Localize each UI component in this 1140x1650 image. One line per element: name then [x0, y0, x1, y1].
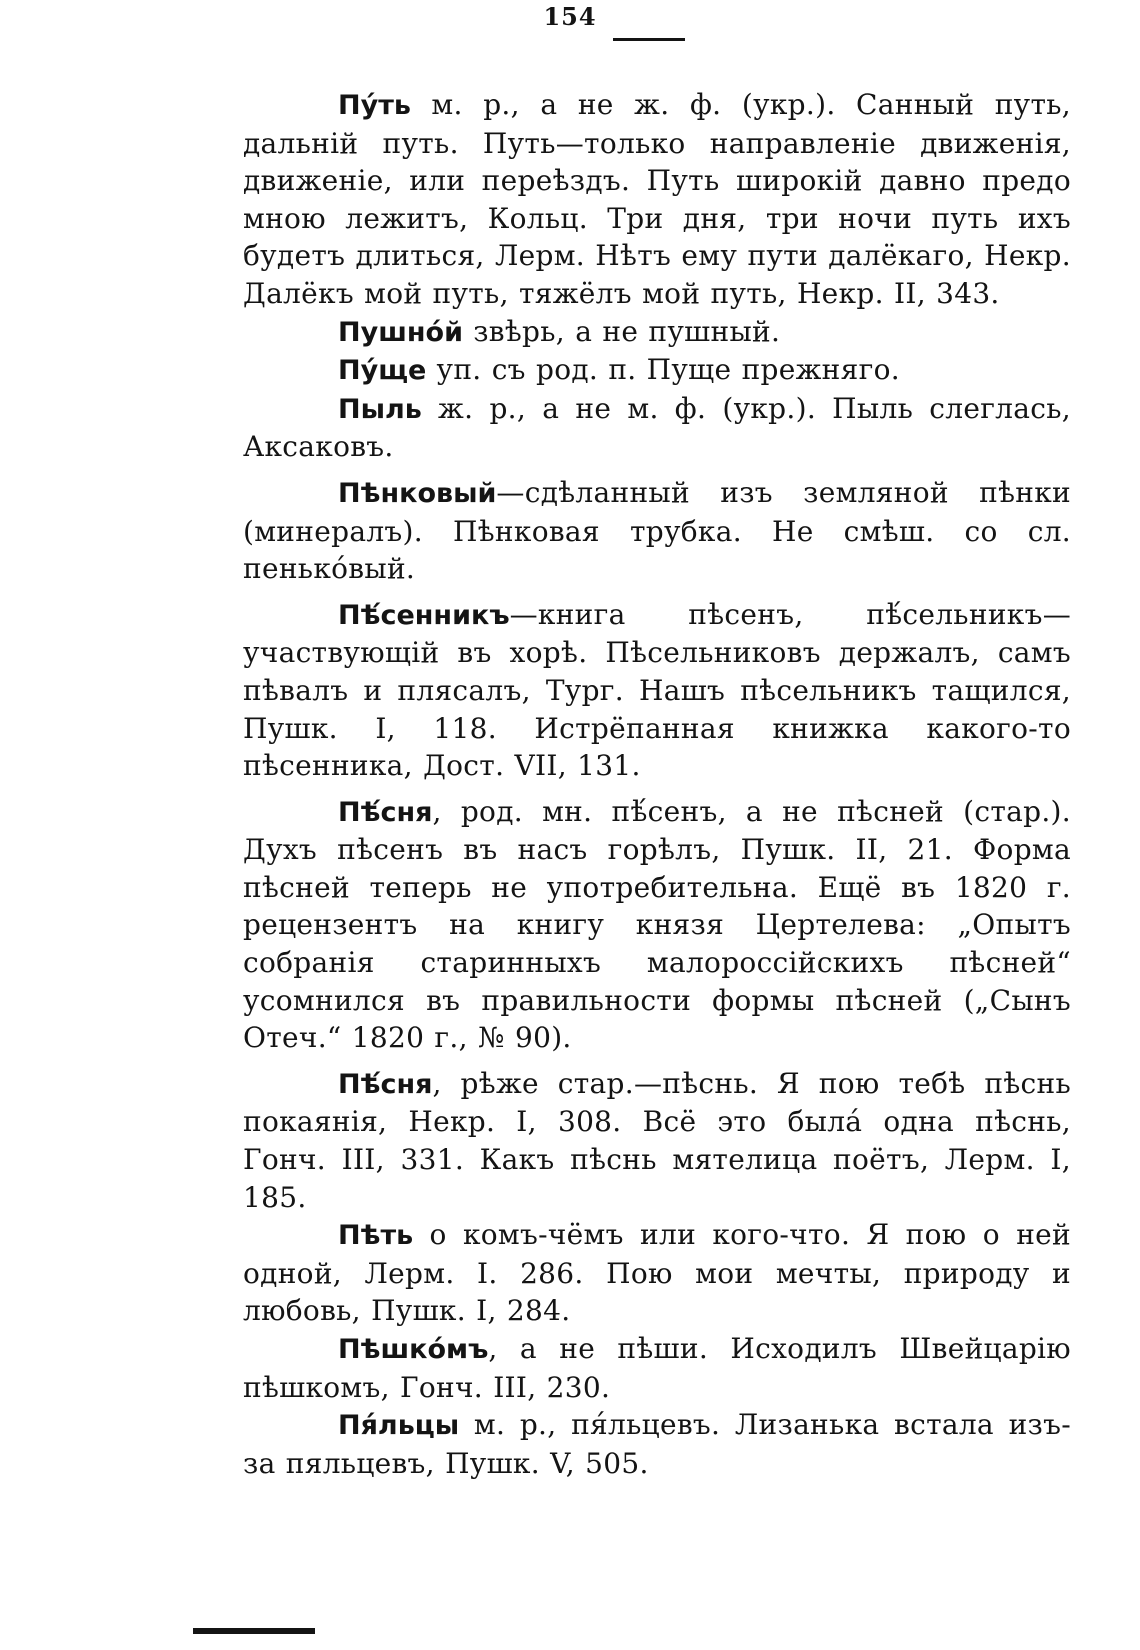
- entry-text: ж. р., а не м. ф. (укр.). Пыль слеглась, Аксаковъ.: [243, 391, 1071, 464]
- footer-rule: [193, 1628, 315, 1634]
- entry-pyaltsy: [243, 1406, 1071, 1482]
- dictionary-text: [243, 86, 1071, 1482]
- headword: Пушно́й: [338, 316, 463, 348]
- headword: Пѣнковый: [338, 477, 497, 509]
- page-number-rule: [613, 38, 685, 41]
- headword: Пѣ́сенникъ: [338, 599, 510, 631]
- entry-pesnya-pesn: [243, 1065, 1071, 1216]
- entry-pesennik: [243, 596, 1071, 785]
- entry-pesnya-plural: [243, 793, 1071, 1057]
- entry-pet: [243, 1216, 1071, 1330]
- entry-text: уп. съ род. п. Пуще прежняго.: [426, 353, 900, 387]
- entry-text: —сдѣланный изъ земляной пѣнки (минералъ). Пѣнковая трубка. Не смѣш. со сл. пенько́вый.: [243, 475, 1071, 586]
- entry-penkovy: [243, 474, 1071, 588]
- entry-text: о комъ-чёмъ или кого-что. Я пою о ней одной, Лерм. I. 286. Пою мои мечты, природу и любовь, Пушк. I, 284.: [243, 1218, 1071, 1328]
- headword: Пѣшко́мъ: [338, 1334, 489, 1365]
- entry-text: , рѣже стар.—пѣснь. Я пою тебѣ пѣснь покаянія, Некр. I, 308. Всё это была́ одна пѣснь, Гонч. III, 331. Какъ пѣснь мятелица поётъ, Лерм. I, 185.: [243, 1066, 1071, 1214]
- entry-put: [243, 86, 1071, 313]
- entry-pushche: [243, 351, 1071, 390]
- headword: Пя́льцы: [338, 1410, 460, 1442]
- entry-pyl: [243, 390, 1071, 466]
- entry-text: м. р., пя́льцевъ. Лизанька встала изъ-за пяльцевъ, Пушк. V, 505.: [243, 1408, 1071, 1480]
- headword: Пѣ́сня: [338, 796, 433, 828]
- headword: Пу́ще: [338, 355, 427, 387]
- headword: Пу́ть: [338, 90, 411, 121]
- page-number: 154: [543, 2, 597, 31]
- entry-text: , а не пѣши. Исходилъ Швейцарію пѣшкомъ, Гонч. III, 230.: [243, 1332, 1071, 1404]
- headword: Пѣ́сня: [338, 1068, 433, 1100]
- entry-peshkom: [243, 1330, 1071, 1406]
- entry-text: м. р., а не ж. ф. (укр.). Санный путь, дальній путь. Путь—только направленіе движенія, движеніе, или переѣздъ. Путь широкій давно предо мною лежитъ, Кольц. Три дня, три ночи путь ихъ будетъ длиться, Лерм. Нѣтъ ему пути далёкаго, Некр. Далёкъ мой путь, тяжёлъ мой путь, Некр. II, 343.: [243, 88, 1071, 310]
- headword: Пыль: [338, 393, 422, 425]
- entry-text: —книга пѣсенъ, пѣ́сельникъ—участвующій въ хорѣ. Пѣсельниковъ держалъ, самъ пѣвалъ и плясалъ, Тург. Нашъ пѣсельникъ тащился, Пушк. I, 118. Истрёпанная книжка какого-то пѣсенника, Дост. VII, 131.: [243, 597, 1071, 783]
- entry-text: звѣрь, а не пушный.: [463, 314, 781, 348]
- entry-text: , род. мн. пѣ́сенъ, а не пѣсней (стар.). Духъ пѣсенъ въ насъ горѣлъ, Пушк. II, 21. Форма пѣсней теперь не употребительна. Ещё въ 1820 г. рецензентъ на книгу князя Цертелева: „Опытъ собранія старинныхъ малороссійскихъ пѣсней“ усомнился въ правильности формы пѣсней („Сынъ Отеч.“ 1820 г., № 90).: [243, 794, 1071, 1055]
- entry-pushnoy: [243, 313, 1071, 352]
- headword: Пѣть: [338, 1220, 414, 1252]
